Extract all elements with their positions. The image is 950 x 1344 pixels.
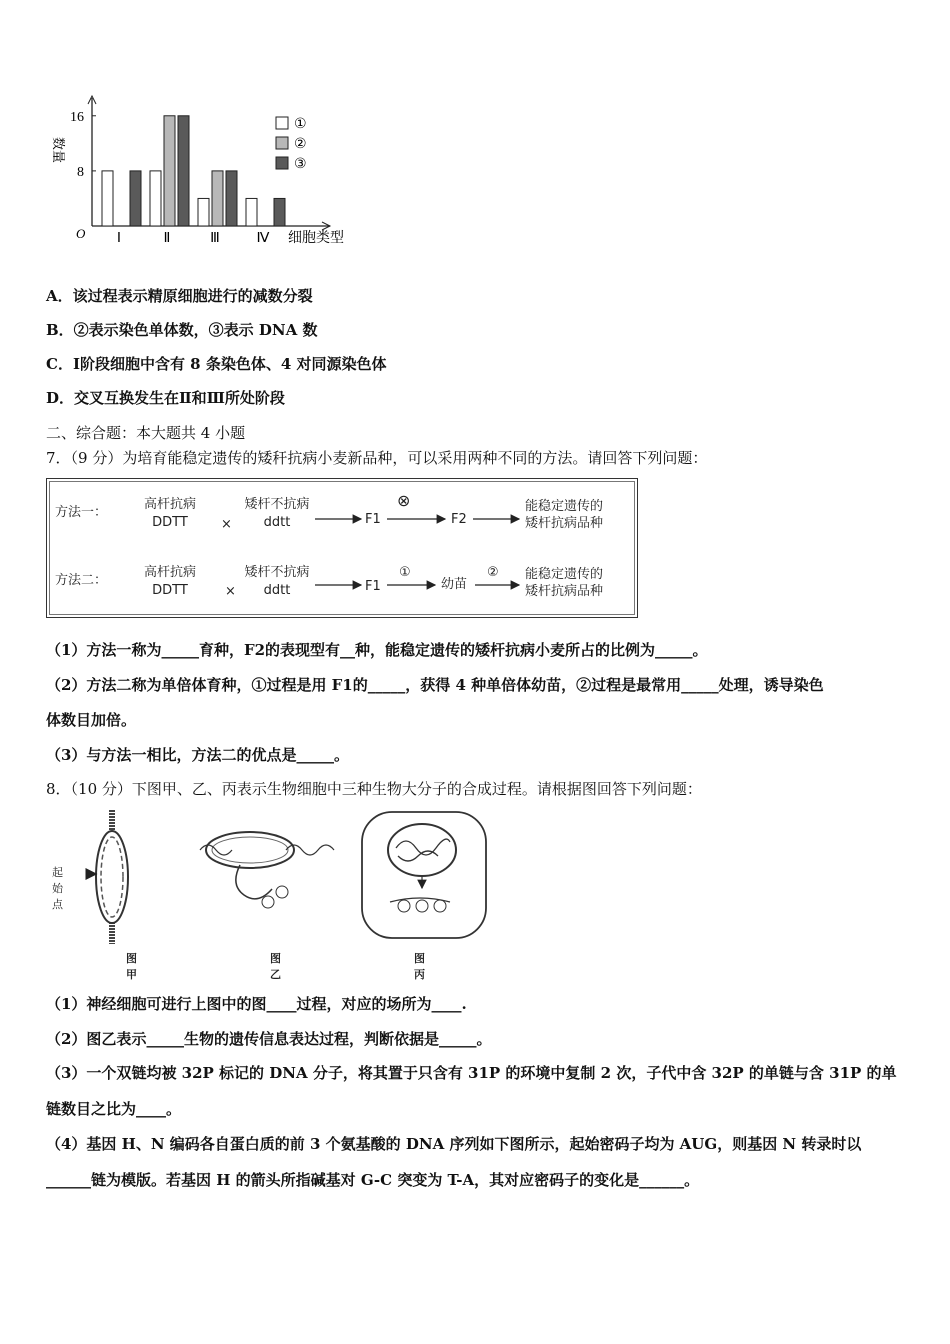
parent2-genotype: ddtt <box>263 515 291 530</box>
y-tick-label: 16 <box>70 109 84 125</box>
breeding-flow-diagram <box>46 478 638 618</box>
x-tick-label: Ⅲ <box>210 231 220 246</box>
parent1-label-2: 高杆抗病 <box>143 565 196 580</box>
legend-swatch-3 <box>276 157 288 169</box>
q8-part4-line2: ______链为模版。若基因 H 的箭头所指碱基对 G-C 突变为 T-A，其对应密码子的变化是______。 <box>46 1171 700 1189</box>
step2-label: ② <box>487 565 499 580</box>
q7-part3: （3）与方法一相比，方法二的优点是_____。 <box>46 746 349 764</box>
f2-label: F2 <box>451 512 467 527</box>
bar-③-Ⅱ <box>178 116 189 226</box>
bar-③-Ⅳ <box>274 198 285 226</box>
q7-stem: 7．（9 分）为培育能稳定遗传的矮秆抗病小麦新品种，可以采用两种不同的方法。请回答下列问题： <box>46 449 708 467</box>
option-d: D．交叉互换发生在Ⅱ和Ⅲ所处阶段 <box>46 389 285 407</box>
figure-a-replication <box>50 810 510 960</box>
flow-arrows <box>47 479 637 617</box>
bar-③-Ⅰ <box>130 171 141 226</box>
x-tick-label: Ⅳ <box>256 231 270 246</box>
parent1-label: 高杆抗病 <box>143 497 196 512</box>
bar-②-Ⅲ <box>212 171 223 226</box>
bar-①-Ⅱ <box>150 171 161 226</box>
result2-line1: 能稳定遗传的 <box>525 567 604 582</box>
method1-label: 方法一： <box>55 505 108 520</box>
step1-label: ① <box>399 565 411 580</box>
parent2-label: 矮杆不抗病 <box>244 497 310 512</box>
seedling-label: 幼苗 <box>441 577 468 592</box>
result1-line2: 矮杆抗病品种 <box>525 516 604 531</box>
q7-part2-line1: （2）方法二称为单倍体育种，①过程是用 F1的_____，获得 4 种单倍体幼苗，②过程是最常用_____处理，诱导染色 <box>46 676 824 694</box>
q8-part3-line2: 链数目之比为____。 <box>46 1100 182 1118</box>
legend-swatch-2 <box>276 137 288 149</box>
legend-label-1: ① <box>294 116 307 132</box>
f1-label-2: F1 <box>365 579 381 594</box>
q7-part2-line2: 体数目加倍。 <box>46 711 137 729</box>
f1-label: F1 <box>365 512 381 527</box>
parent1-genotype-2: DDTT <box>152 583 188 598</box>
figure-a-caption: 图甲 <box>126 952 137 981</box>
x-axis-label: 细胞类型 <box>288 230 344 246</box>
option-a: A．该过程表示精原细胞进行的减数分裂 <box>46 287 313 305</box>
q8-part2: （2）图乙表示_____生物的遗传信息表达过程，判断依据是_____。 <box>46 1030 492 1048</box>
x-tick-label: Ⅰ <box>116 231 122 246</box>
section-heading: 二、综合题：本大题共 4 小题 <box>46 424 246 442</box>
figure-c-caption: 图丙 <box>414 952 425 981</box>
bar-①-Ⅲ <box>198 198 209 226</box>
cross-symbol: × <box>221 517 232 532</box>
legend-label-2: ② <box>294 136 307 152</box>
cross-symbol-2: × <box>225 584 236 599</box>
legend-swatch-1 <box>276 117 288 129</box>
q8-part4-line1: （4）基因 H、N 编码各自蛋白质的前 3 个氨基酸的 DNA 序列如下图所示，起始密码子均为 AUG，则基因 N 转录时以 <box>46 1135 862 1153</box>
method2-label: 方法二： <box>55 573 108 588</box>
origin-label: O <box>76 226 86 241</box>
bar-①-Ⅰ <box>102 171 113 226</box>
result1-line1: 能稳定遗传的 <box>525 499 604 514</box>
y-tick-label: 8 <box>77 164 84 180</box>
bar-②-Ⅱ <box>164 116 175 226</box>
q7-part1: （1）方法一称为_____育种，F2的表现型有__种，能稳定遗传的矮杆抗病小麦所占的比例为_____。 <box>46 641 708 659</box>
legend-label-3: ③ <box>294 156 307 172</box>
option-b: B．②表示染色单体数，③表示 DNA 数 <box>46 321 318 339</box>
bar-③-Ⅲ <box>226 171 237 226</box>
bar-chart <box>40 92 370 252</box>
y-axis-label: 数量 <box>50 136 65 164</box>
option-c: C．Ⅰ阶段细胞中含有 8 条染色体、4 对同源染色体 <box>46 355 387 373</box>
selfing-symbol: ⊗ <box>397 491 411 510</box>
origin-label: 起始点 <box>52 866 63 911</box>
parent2-label-2: 矮杆不抗病 <box>244 565 310 580</box>
parent1-genotype: DDTT <box>152 515 188 530</box>
parent2-genotype-2: ddtt <box>263 583 291 598</box>
q8-part3-line1: （3）一个双链均被 32P 标记的 DNA 分子，将其置于只含有 31P 的环境中复制 2 次，子代中含 32P 的单链与含 31P 的单 <box>46 1064 897 1082</box>
q8-stem: 8．（10 分）下图甲、乙、丙表示生物细胞中三种生物大分子的合成过程。请根据图回答下列问题： <box>46 780 702 798</box>
figure-b-caption: 图乙 <box>270 952 281 981</box>
bar-①-Ⅳ <box>246 198 257 226</box>
x-tick-label: Ⅱ <box>163 231 171 246</box>
result2-line2: 矮杆抗病品种 <box>525 584 604 599</box>
q8-part1: （1）神经细胞可进行上图中的图____过程，对应的场所为____. <box>46 995 467 1013</box>
